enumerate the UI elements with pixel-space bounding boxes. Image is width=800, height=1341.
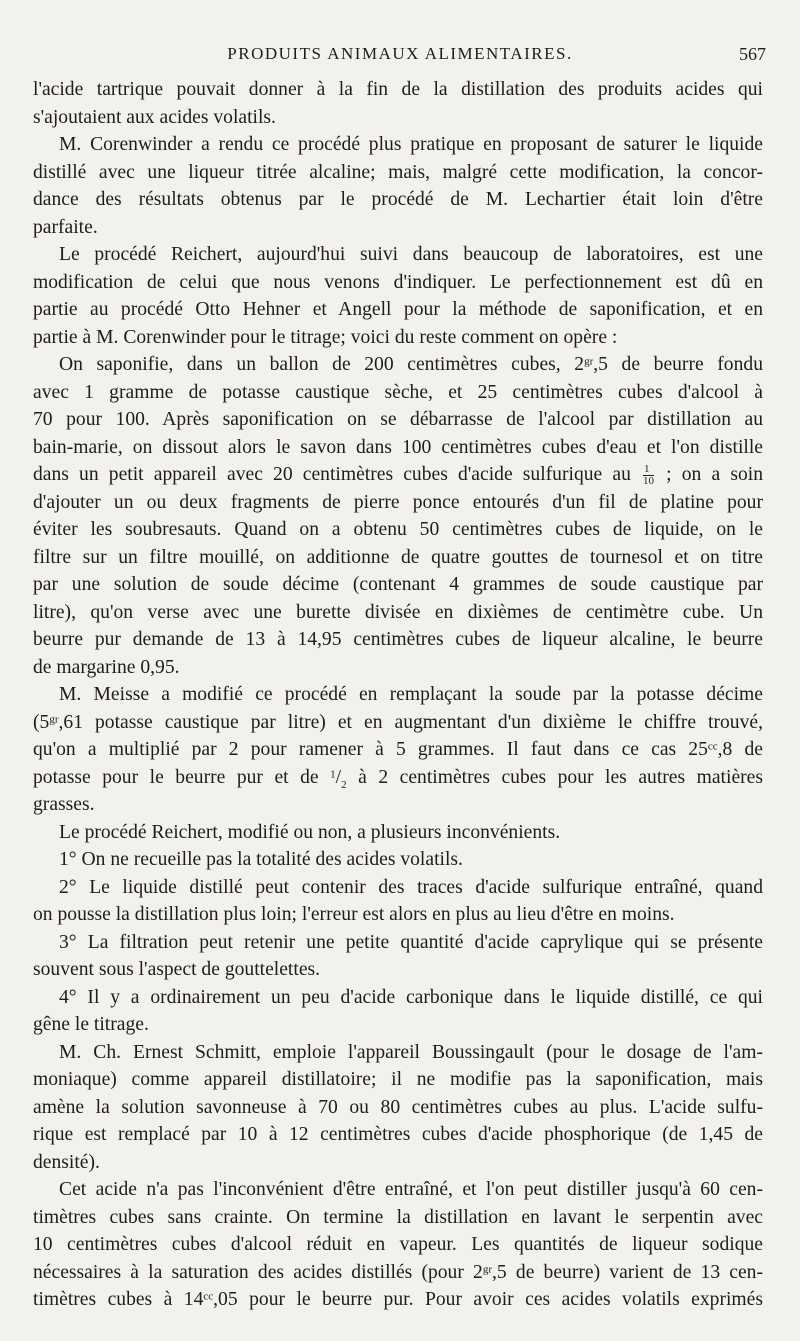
text-line: qu'on a multiplié par 2 pour ramener à 5 grammes. Il faut dans ce cas $25^{cc},8$ de <box>33 739 763 760</box>
text-line: 2° Le liquide distillé peut contenir des traces d'acide sulfurique entraîné, quand <box>59 876 763 898</box>
text-line: dans un petit appareil avec 20 centimètres cubes d'acide sulfurique au $\frac{1}{10}$ ; on a soin <box>33 463 763 487</box>
text-line: 3° La filtration peut retenir une petite quantité d'acide caprylique qui se présente <box>59 931 763 953</box>
text-line: densité). <box>33 1151 100 1173</box>
running-header <box>0 44 800 68</box>
page-number: 567 <box>739 44 766 64</box>
text-line: M. Meisse a modifié ce procédé en remplaçant la soude par la potasse décime <box>59 684 763 705</box>
text-line: 4° Il y a ordinairement un peu d'acide carbonique dans le liquide distillé, ce qui <box>59 986 763 1008</box>
text-line: l'acide tartrique pouvait donner à la fin de la distillation des produits acides qui <box>33 79 763 100</box>
text-line: gêne le titrage. <box>33 1014 149 1035</box>
text-line: distillé avec une liqueur titrée alcaline; mais, malgré cette modification, la concor- <box>33 161 763 183</box>
body-text <box>33 76 763 1314</box>
text-line: timètres cubes sans crainte. On termine la distillation en lavant le serpentin avec <box>33 1206 763 1228</box>
text-line: partie au procédé Otto Hehner et Angell pour la méthode de saponification, et en <box>33 299 763 320</box>
running-title: PRODUITS ANIMAUX ALIMENTAIRES. <box>227 44 573 63</box>
text-line: Le procédé Reichert, modifié ou non, a plusieurs inconvénients. <box>59 821 561 843</box>
text-line: litre), qu'on verse avec une burette divisée en dixièmes de centimètre cube. Un <box>33 601 763 623</box>
text-line: Cet acide n'a pas l'inconvénient d'être entraîné, et l'on peut distiller jusqu'à 60 cen- <box>59 1179 763 1200</box>
text-line: bain-marie, on dissout alors le savon dans 100 centimètres cubes d'eau et l'on distille <box>33 436 763 458</box>
text-line: timètres cubes à $14^{cc},05$ pour le beurre pur. Pour avoir ces acides volatils exprimés <box>33 1289 763 1310</box>
text-line: On saponifie, dans un ballon de 200 centimètres cubes, $2^{gr},5$ de beurre fondu <box>59 354 763 375</box>
text-line: ($5^{gr},61$ potasse caustique par litre) et en augmentant d'un dixième le chiffre trouvé, <box>33 711 763 733</box>
text-line: M. Ch. Ernest Schmitt, emploie l'appareil Boussingault (pour le dosage de l'am- <box>59 1041 763 1063</box>
text-line: 70 pour 100. Après saponification on se débarrasse de l'alcool par distillation au <box>33 409 763 430</box>
text-line: 10 centimètres cubes d'alcool réduit en vapeur. Les quantités de liqueur sodique <box>33 1234 763 1255</box>
text-line: nécessaires à la saturation des acides distillés (pour $2^{gr},5$ de beurre) varient de 13 cen- <box>33 1261 763 1283</box>
text-line: éviter les soubresauts. Quand on a obtenu 50 centimètres cubes de liquide, on le <box>33 519 763 540</box>
text-line: de margarine 0,95. <box>33 656 180 678</box>
text-line: avec 1 gramme de potasse caustique sèche, et 25 centimètres cubes d'alcool à <box>33 381 763 403</box>
text-line: partie à M. Corenwinder pour le titrage; voici du reste comment on opère : <box>33 326 618 348</box>
text-line: s'ajoutaient aux acides volatils. <box>33 106 276 128</box>
text-line: d'ajouter un ou deux fragments de pierre ponce entourés d'un fil de platine pour <box>33 491 763 513</box>
text-line: par une solution de soude décime (contenant 4 grammes de soude caustique par <box>33 574 763 595</box>
text-line: dance des résultats obtenus par le procédé de M. Lechartier était loin d'être <box>33 189 763 210</box>
text-line: modification de celui que nous venons d'indiquer. Le perfectionnement est dû en <box>33 271 763 293</box>
text-line: grasses. <box>33 794 95 815</box>
text-line: moniaque) comme appareil distillatoire; il ne modifie pas la saponification, mais <box>33 1069 763 1090</box>
text-line: 1° On ne recueille pas la totalité des acides volatils. <box>59 849 463 870</box>
text-line: souvent sous l'aspect de gouttelettes. <box>33 959 321 980</box>
text-line: amène la solution savonneuse à 70 ou 80 centimètres cubes au plus. L'acide sulfu- <box>33 1096 763 1118</box>
text-line: parfaite. <box>33 216 98 238</box>
text-line: beurre pur demande de 13 à 14,95 centimètres cubes de liqueur alcaline, le beurre <box>33 629 763 650</box>
text-line: Le procédé Reichert, aujourd'hui suivi dans beaucoup de laboratoires, est une <box>59 244 763 265</box>
text-line: filtre sur un filtre mouillé, on additionne de quatre gouttes de tournesol et on titre <box>33 546 763 568</box>
text-line: rique est remplacé par 10 à 12 centimètres cubes d'acide phosphorique (de 1,45 de <box>33 1124 763 1145</box>
text-line: on pousse la distillation plus loin; l'erreur est alors en plus au lieu d'être en moins. <box>33 904 675 925</box>
text-line: M. Corenwinder a rendu ce procédé plus pratique en proposant de saturer le liquide <box>59 134 763 155</box>
text-line: potasse pour le beurre pur et de $^1/_2$ à 2 centimètres cubes pour les autres matières <box>33 766 763 791</box>
